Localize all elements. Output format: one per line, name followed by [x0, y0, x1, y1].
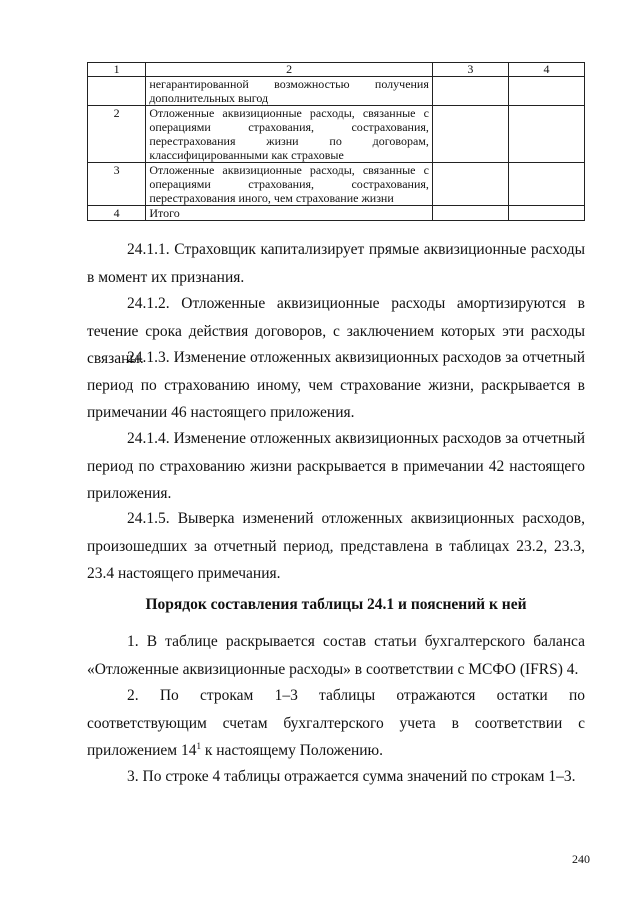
- header-col-1: 1: [88, 63, 146, 77]
- table-row: [88, 106, 585, 163]
- table-row: [88, 163, 585, 206]
- table-row: [88, 77, 585, 106]
- row-text-line: дополнительных выгод: [149, 91, 269, 105]
- section-heading: Порядок составления таблицы 24.1 и пояснений к ней: [145, 596, 527, 613]
- row-col-4: [508, 206, 584, 221]
- paragraph-24-1-1: [87, 236, 585, 291]
- table-header-row: [88, 63, 585, 77]
- row-description: [146, 163, 433, 206]
- footnote-superscript: 1: [196, 740, 201, 751]
- row-text-line: Итого: [149, 206, 180, 220]
- paragraph-text: 24.1.1. Страховщик капитализирует прямые аквизиционные расходы в момент их признания.: [87, 241, 585, 286]
- row-text-line: перестрахования жизни по договорам,: [149, 134, 429, 148]
- paragraph-text: 24.1.4. Изменение отложенных аквизиционных расходов за отчетный период по страхованию жизни раскрывается в примечании 42 настоящего приложения.: [87, 430, 585, 502]
- paragraph-text: 24.1.5. Выверка изменений отложенных аквизиционных расходов, произошедших за отчетный период, представлена в таблицах 23.2, 23.3, 23.4 настоящего примечания.: [87, 510, 585, 582]
- header-col-3: 3: [432, 63, 508, 77]
- paragraph-text: 2. По строкам 1–3 таблицы отражаются остатки по соответствующим счетам бухгалтерского учета в соответствии с приложением 14: [87, 687, 585, 759]
- disclosure-table: [87, 62, 585, 221]
- row-text-line: классифицированными как страховые: [149, 148, 344, 162]
- row-description: [146, 106, 433, 163]
- row-col-3: [432, 206, 508, 221]
- row-text-line: Отложенные аквизиционные расходы, связанные с: [149, 106, 429, 120]
- row-number: [88, 77, 146, 106]
- header-col-2: 2: [146, 63, 433, 77]
- row-text-line: негарантированной возможностью получения: [149, 77, 429, 91]
- page-number: 240: [572, 852, 590, 866]
- paragraph-text-cont: к настоящему Положению.: [200, 742, 383, 759]
- paragraph-24-1-4: [87, 425, 585, 508]
- header-col-4: 4: [508, 63, 584, 77]
- row-col-3: [432, 106, 508, 163]
- row-text-line: операциями страхования, сострахования,: [149, 120, 429, 134]
- row-description: [146, 206, 433, 221]
- row-text-line: перестрахования иного, чем страхование жизни: [149, 191, 394, 205]
- row-number: 4: [88, 206, 146, 221]
- row-col-4: [508, 163, 584, 206]
- row-number: 2: [88, 106, 146, 163]
- row-col-3: [432, 77, 508, 106]
- row-text-line: Отложенные аквизиционные расходы, связанные с: [149, 163, 429, 177]
- row-col-4: [508, 106, 584, 163]
- row-number: 3: [88, 163, 146, 206]
- row-col-4: [508, 77, 584, 106]
- paragraph-24-1-3: [87, 344, 585, 427]
- paragraph-text: 24.1.3. Изменение отложенных аквизиционных расходов за отчетный период по страхованию иному, чем страхование жизни, раскрывается в примечании 46 настоящего приложения.: [87, 349, 585, 421]
- row-description: [146, 77, 433, 106]
- paragraph-24-1-5: [87, 505, 585, 588]
- instruction-2: [87, 682, 585, 765]
- instruction-1: [87, 628, 585, 683]
- row-col-3: [432, 163, 508, 206]
- paragraph-text: 24.1.2. Отложенные аквизиционные расходы амортизируются в течение срока действия договоров, с заключением которых эти расходы связаны.: [87, 295, 585, 367]
- row-text-line: операциями страхования, сострахования,: [149, 177, 429, 191]
- paragraph-text: 3. По строке 4 таблицы отражается сумма значений по строкам 1–3.: [127, 768, 576, 785]
- paragraph-text: 1. В таблице раскрывается состав статьи бухгалтерского баланса «Отложенные аквизиционные расходы» в соответствии с МСФО (IFRS) 4.: [87, 633, 585, 678]
- table-row: [88, 206, 585, 221]
- instruction-3: [87, 763, 585, 791]
